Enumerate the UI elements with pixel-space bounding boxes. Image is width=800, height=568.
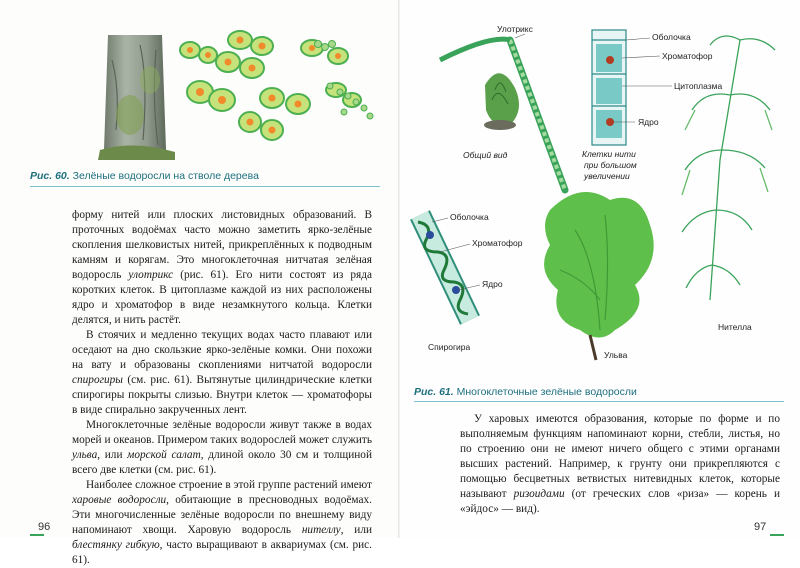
- figure-60-caption: [30, 170, 259, 182]
- label-ulothrix: Улотрикс: [497, 24, 533, 34]
- label-shell-bottom: Оболочка: [450, 212, 489, 222]
- label-cells-line2: при большом: [584, 160, 637, 170]
- ulothrix-cells-enlarged: [592, 30, 626, 145]
- label-general-view: Общий вид: [463, 150, 508, 160]
- left-page: [0, 0, 400, 566]
- figure-60-illustration: [0, 0, 400, 166]
- nitella: [682, 36, 775, 300]
- left-paragraph: Многоклеточные зелёные водоросли живут также в водах морей и океанов. Примером таких водорослей может служить ульва, или морской салат, длиной около 30 см и толщиной всего две клетки (см. рис. 61).: [72, 419, 373, 476]
- left-paragraph: В стоячих и медленно текущих водах часто плавают или оседают на дно скользкие ярко-зелёные комки. Они похожи на вату и образованы скоплениями нитчатой водоросли спирогиры (см. рис. 61). Вытянутые цилиндрические клетки спирогиры покрыты слизью. Внутри клеток — хроматофоры в виде спирально закрученных лент.: [72, 329, 372, 416]
- caption-rule: [30, 186, 380, 187]
- label-cells-line3: увеличении: [584, 171, 630, 181]
- label-nucleus-bottom: Ядро: [482, 279, 503, 289]
- ulothrix-general-view: [484, 73, 519, 130]
- spirogyra: [418, 215, 470, 320]
- label-spirogyra: Спирогира: [428, 342, 471, 352]
- figure-61-caption-text: Многоклеточные зелёные водоросли: [456, 386, 637, 398]
- ulva: [544, 192, 654, 360]
- label-cytoplasm: Цитоплазма: [674, 81, 723, 91]
- figure-60-label: Рис. 60.: [30, 170, 70, 182]
- page-number-left: 96: [38, 521, 51, 533]
- left-paragraph: Наиболее сложное строение в этой группе растений имеют харовые водоросли, обитающие в пресноводных водоёмах. Эти многочисленные зелёные водоросли по внешнему виду напоминают хвощи. Харовую водоросль нителлу, или блестянку гибкую, часто выращивают в аквариумах (см. рис. 61).: [72, 479, 373, 566]
- figure-61-illustration: [400, 0, 800, 372]
- figure-61-caption: [414, 386, 637, 398]
- caption-rule-right: [414, 401, 784, 402]
- label-cells-line1: Клетки нити: [582, 149, 636, 159]
- figure-60-caption-text: Зелёные водоросли на стволе дерева: [72, 170, 259, 182]
- page-marker-right: [770, 534, 784, 536]
- label-chromatophore-bottom: Хроматофор: [472, 238, 523, 248]
- label-nucleus-top: Ядро: [638, 117, 659, 127]
- right-paragraph: У харовых имеются образования, которые по форме и по выполняемым функциям напоминают корни, стебли, листья, но по строению они не имеют ничего общего с этими органами высших растений. Например, к грунту они прикрепляются с помощью бесцветных ветвистых нитевидных клеток, которые называют ризоидами (от греческих слов «риза» — корень и «эйдос» — вид).: [460, 413, 780, 515]
- tree-trunk: [98, 35, 175, 160]
- label-ulva: Ульва: [604, 350, 628, 360]
- algae-cells-cluster: [180, 31, 373, 140]
- label-nitella: Нителла: [718, 322, 752, 332]
- left-paragraph: форму нитей или плоских листовидных образований. В проточных водоёмах часто можно заметить ярко-зелёные скопления шелковистых нитей, прикреплённых к подводным камням и корягам. Это многоклеточная нитчатая зелёная водоросль улотрикс (рис. 61). Его нити состоят из ряда коротких клеток. В цитоплазме каждой из них расположены ядро и хроматофор в виде незамкнутого кольца. Клетки делятся, и нить растёт.: [72, 209, 372, 326]
- label-chromatophore-top: Хроматофор: [662, 51, 713, 61]
- figure-61-label: Рис. 61.: [414, 386, 454, 398]
- left-body-text: [72, 208, 372, 568]
- label-shell-top: Оболочка: [652, 32, 691, 42]
- right-page: [400, 0, 800, 538]
- page-number-right: 97: [754, 521, 767, 533]
- right-body-text: [460, 412, 780, 517]
- page-marker: [30, 534, 44, 536]
